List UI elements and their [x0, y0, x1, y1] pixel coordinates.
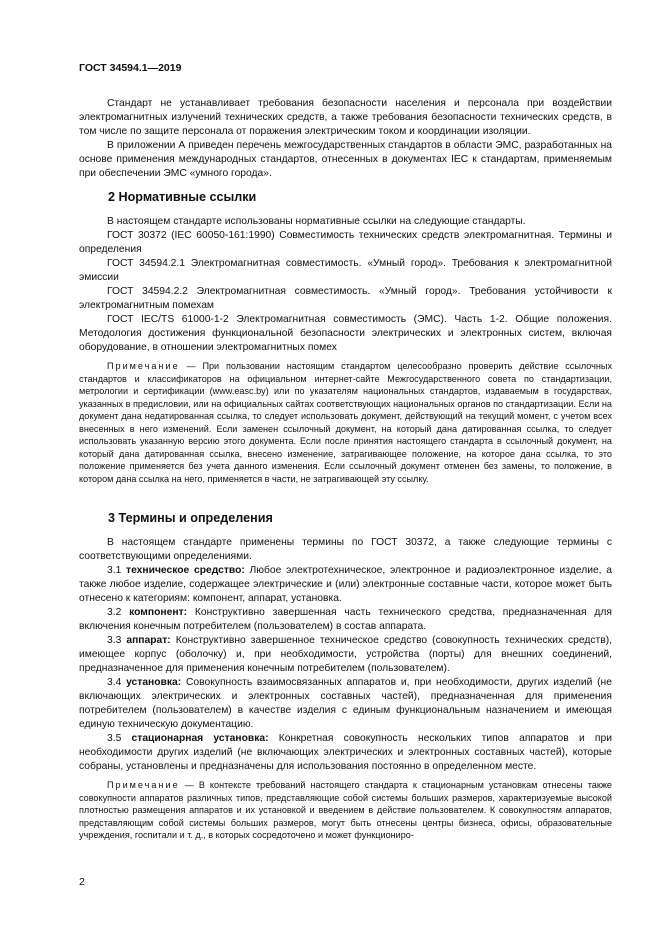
note-label: Примечание [107, 361, 180, 371]
section-2-heading: 2 Нормативные ссылки [108, 190, 257, 204]
section-3-heading: 3 Термины и определения [108, 511, 273, 525]
section-2-note [79, 360, 612, 485]
term-definition-text: Любое электротехническое, электронное и радиоэлектронное изделие, а также любое изделие, содержащее электрические и (или) электронные составные части, которое может быть отнесено к категориям: компонент, аппарат, установка. [79, 565, 612, 604]
term-number: 3.1 [107, 565, 122, 576]
term-name: установка: [126, 677, 182, 688]
intro-block [79, 97, 612, 181]
term-name: аппарат: [126, 635, 171, 646]
note-text: — В контексте требований настоящего стандарта к стационарным установкам отнесены также совокупности аппаратов различных типов, представляющие собой системы больших размеров, характеризуемые высокой плотностью размещения аппаратов и их установкой и введением в действие пользователем. К совокупностям аппаратов, представляющим собой системы больших размеров, могут быть отнесены центры бизнеса, офисы, образовательные учреждения, госпитали и т. д., в которых сосредоточено и может функциониро- [79, 780, 612, 840]
intro-paragraph-2: В приложении А приведен перечень межгосударственных стандартов в области ЭМС, разработанных на основе применения международных стандартов, отнесенных в документах IEC к стандартам, применяемым при обеспечении ЭМС «умного города». [79, 140, 612, 179]
term-definition [79, 606, 612, 634]
term-definition-text: Конкретная совокупность нескольких типов аппаратов и при необходимости других изделий (не включающих электрических и электронных составных частей), которые собраны, установлены и предназначены для использования постоянно в определенном месте. [79, 733, 612, 772]
term-name: техническое средство: [126, 565, 245, 576]
term-definition [79, 564, 612, 606]
section-2-body [79, 215, 612, 485]
normative-reference: ГОСТ 30372 (IEC 60050-161:1990) Совместимость технических средств электромагнитная. Термины и определения [79, 230, 612, 255]
document-code-header: ГОСТ 34594.1—2019 [79, 62, 182, 74]
note-text: — При пользовании настоящим стандартом целесообразно проверить действие ссылочных стандартов и классификаторов на официальном интернет-сайте Межгосударственного совета по стандартизации, метрологии и сертификации (www.easc.by) или по указателям национальных стандартов, издаваемым в государствах, указанных в предисловии, или на официальных сайтах соответствующих национальных органов по стандартизации. Если на документ дана недатированная ссылка, то следует использовать документ, действующий на текущий момент, с учетом всех внесенных в него изменений. Если заменен ссылочный документ, на который дана датированная ссылка, то следует использовать указанную версию этого документа. Если после принятия настоящего стандарта в ссылочный документ, на который дана датированная ссылка, внесено изменение, затрагивающее положение, на которое дана ссылка, то это положение применяется без учета данного изменения. Если ссылочный документ отменен без замены, то положение, в котором дана ссылка на него, применяется в части, не затрагивающей эту ссылку. [79, 361, 612, 484]
normative-reference: ГОСТ 34594.2.1 Электромагнитная совместимость. «Умный город». Требования к электромагнитной эмиссии [79, 258, 612, 283]
term-name: стационарная установка: [131, 733, 269, 744]
normative-reference: ГОСТ 34594.2.2 Электромагнитная совместимость. «Умный город». Требования устойчивости к электромагнитным помехам [79, 286, 612, 311]
term-definition [79, 676, 612, 732]
term-number: 3.3 [107, 635, 122, 646]
section-2-lead: В настоящем стандарте использованы нормативные ссылки на следующие стандарты. [107, 216, 526, 227]
page-number: 2 [79, 876, 85, 888]
term-name: компонент: [129, 607, 188, 618]
term-definition-text: Конструктивно завершенное техническое средство (совокупность технических средств), имеющее корпус (оболочку) и, при необходимости, устройства (порты) для внешних соединений, предназначенное для применения конечным потребителем (пользователем). [79, 635, 612, 674]
section-3-note [79, 779, 612, 842]
normative-reference: ГОСТ IEC/TS 61000-1-2 Электромагнитная совместимость (ЭМС). Часть 1-2. Общие положения. Методология достижения функциональной безопасности электрических и электронных систем, включая оборудование, в отношении электромагнитных помех [79, 314, 612, 353]
section-3-body [79, 536, 612, 842]
section-3-lead: В настоящем стандарте применены термины по ГОСТ 30372, а также следующие термины с соответствующими определениями. [79, 537, 612, 562]
term-number: 3.5 [107, 733, 122, 744]
term-definition [79, 732, 612, 774]
term-definition-text: Совокупность взаимосвязанных аппаратов и, при необходимости, других изделий (не включающих электрических и электронных составных частей), предназначенная для применения потребителем (пользователем) в качестве изделия с единым функциональным назначением и имеющая единую техническую документацию. [79, 677, 612, 730]
term-number: 3.4 [107, 677, 122, 688]
term-definition-text: Конструктивно завершенная часть технического средства, предназначенная для включения конечным потребителем (пользователем) в состав аппарата. [79, 607, 612, 632]
note-label: Примечание [107, 780, 180, 790]
term-definition [79, 634, 612, 676]
intro-paragraph-1: Стандарт не устанавливает требования безопасности населения и персонала при воздействии электромагнитных излучений технических средств, а также требования безопасности технических средств, в том числе по защите персонала от поражения электрическим током и координации изоляции. [79, 98, 612, 137]
term-number: 3.2 [107, 607, 122, 618]
